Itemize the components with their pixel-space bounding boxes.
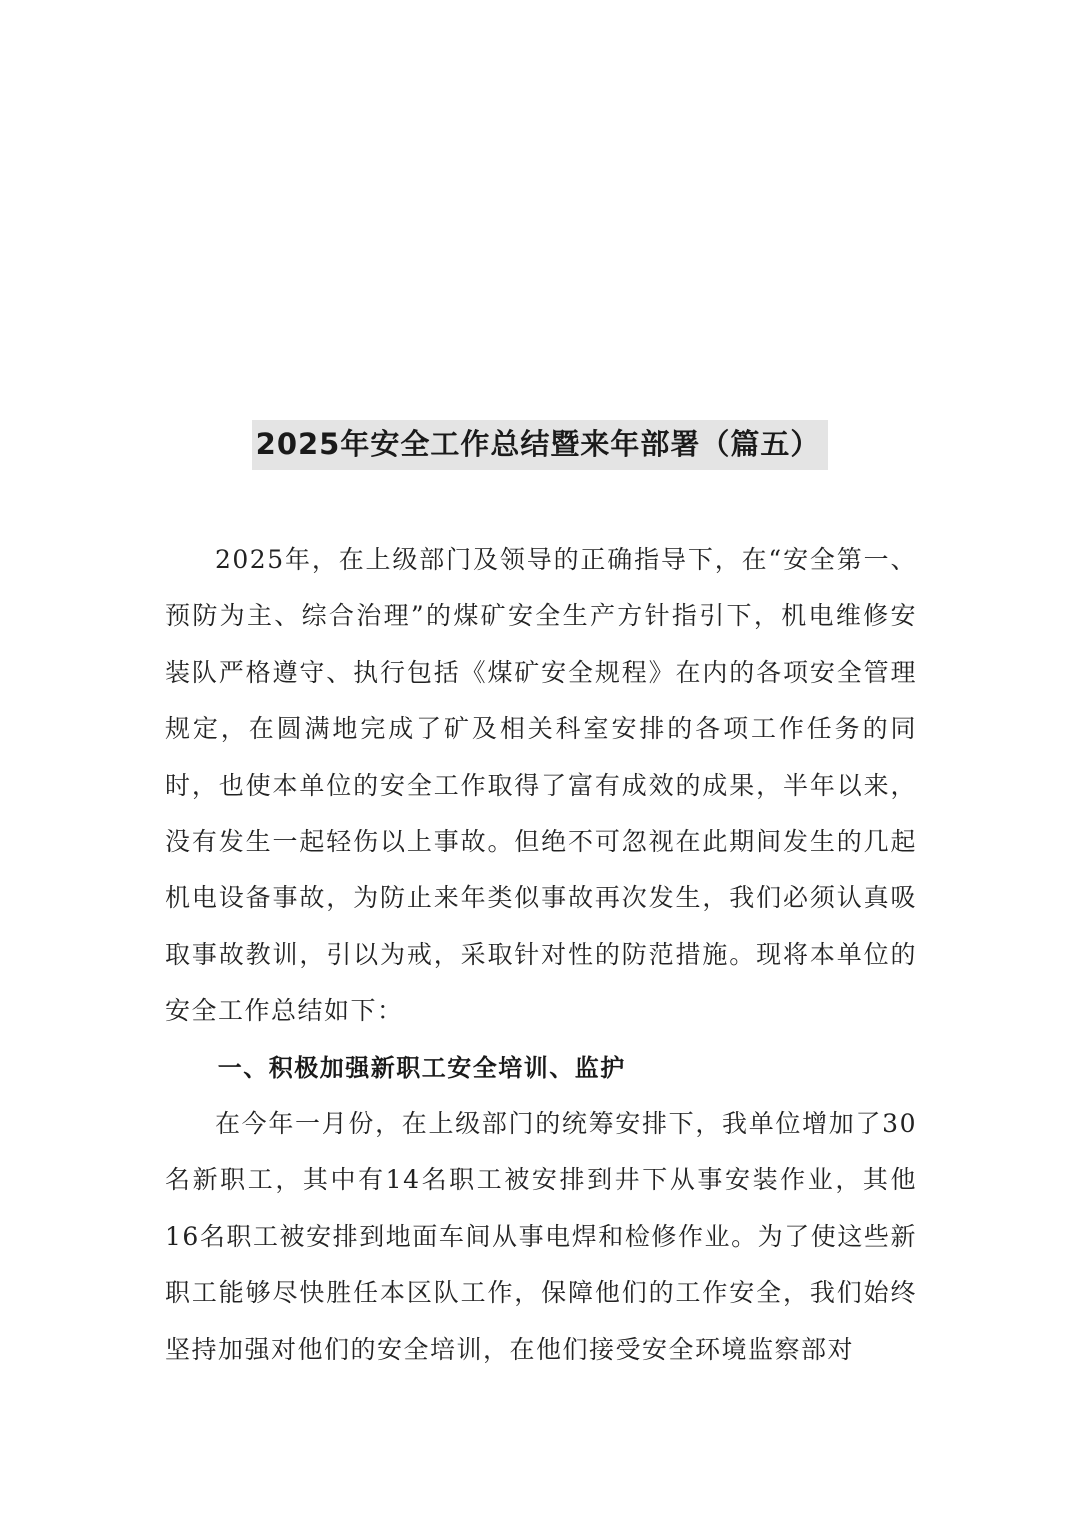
document-title: 2025年安全工作总结暨来年部署（篇五） — [252, 420, 829, 470]
paragraph-intro: 2025年，在上级部门及领导的正确指导下，在“安全第一、预防为主、综合治理”的煤矿安全生产方针指引下，机电维修安装队严格遵守、执行包括《煤矿安全规程》在内的各项安全管理规定，在圆满地完成了矿及相关科室安排的各项工作任务的同时，也使本单位的安全工作取得了富有成效的成果，半年以来，没有发生一起轻伤以上事故。但绝不可忽视在此期间发生的几起机电设备事故，为防止来年类似事故再次发生，我们必须认真吸取事故教训，引以为戒，采取针对性的防范措施。现将本单位的安全工作总结如下： — [165, 545, 917, 1026]
title-container — [0, 420, 1080, 470]
section-heading-1: 一、积极加强新职工安全培训、监护 — [217, 1053, 626, 1082]
paragraph-section-1: 在今年一月份，在上级部门的统筹安排下，我单位增加了30名新职工，其中有14名职工被安排到井下从事安装作业，其他16名职工被安排到地面车间从事电焊和检修作业。为了使这些新职工能够尽快胜任本区队工作，保障他们的工作安全，我们始终坚持加强对他们的安全培训，在他们接受安全环境监察部对 — [165, 1109, 917, 1364]
document-body — [165, 532, 917, 1378]
